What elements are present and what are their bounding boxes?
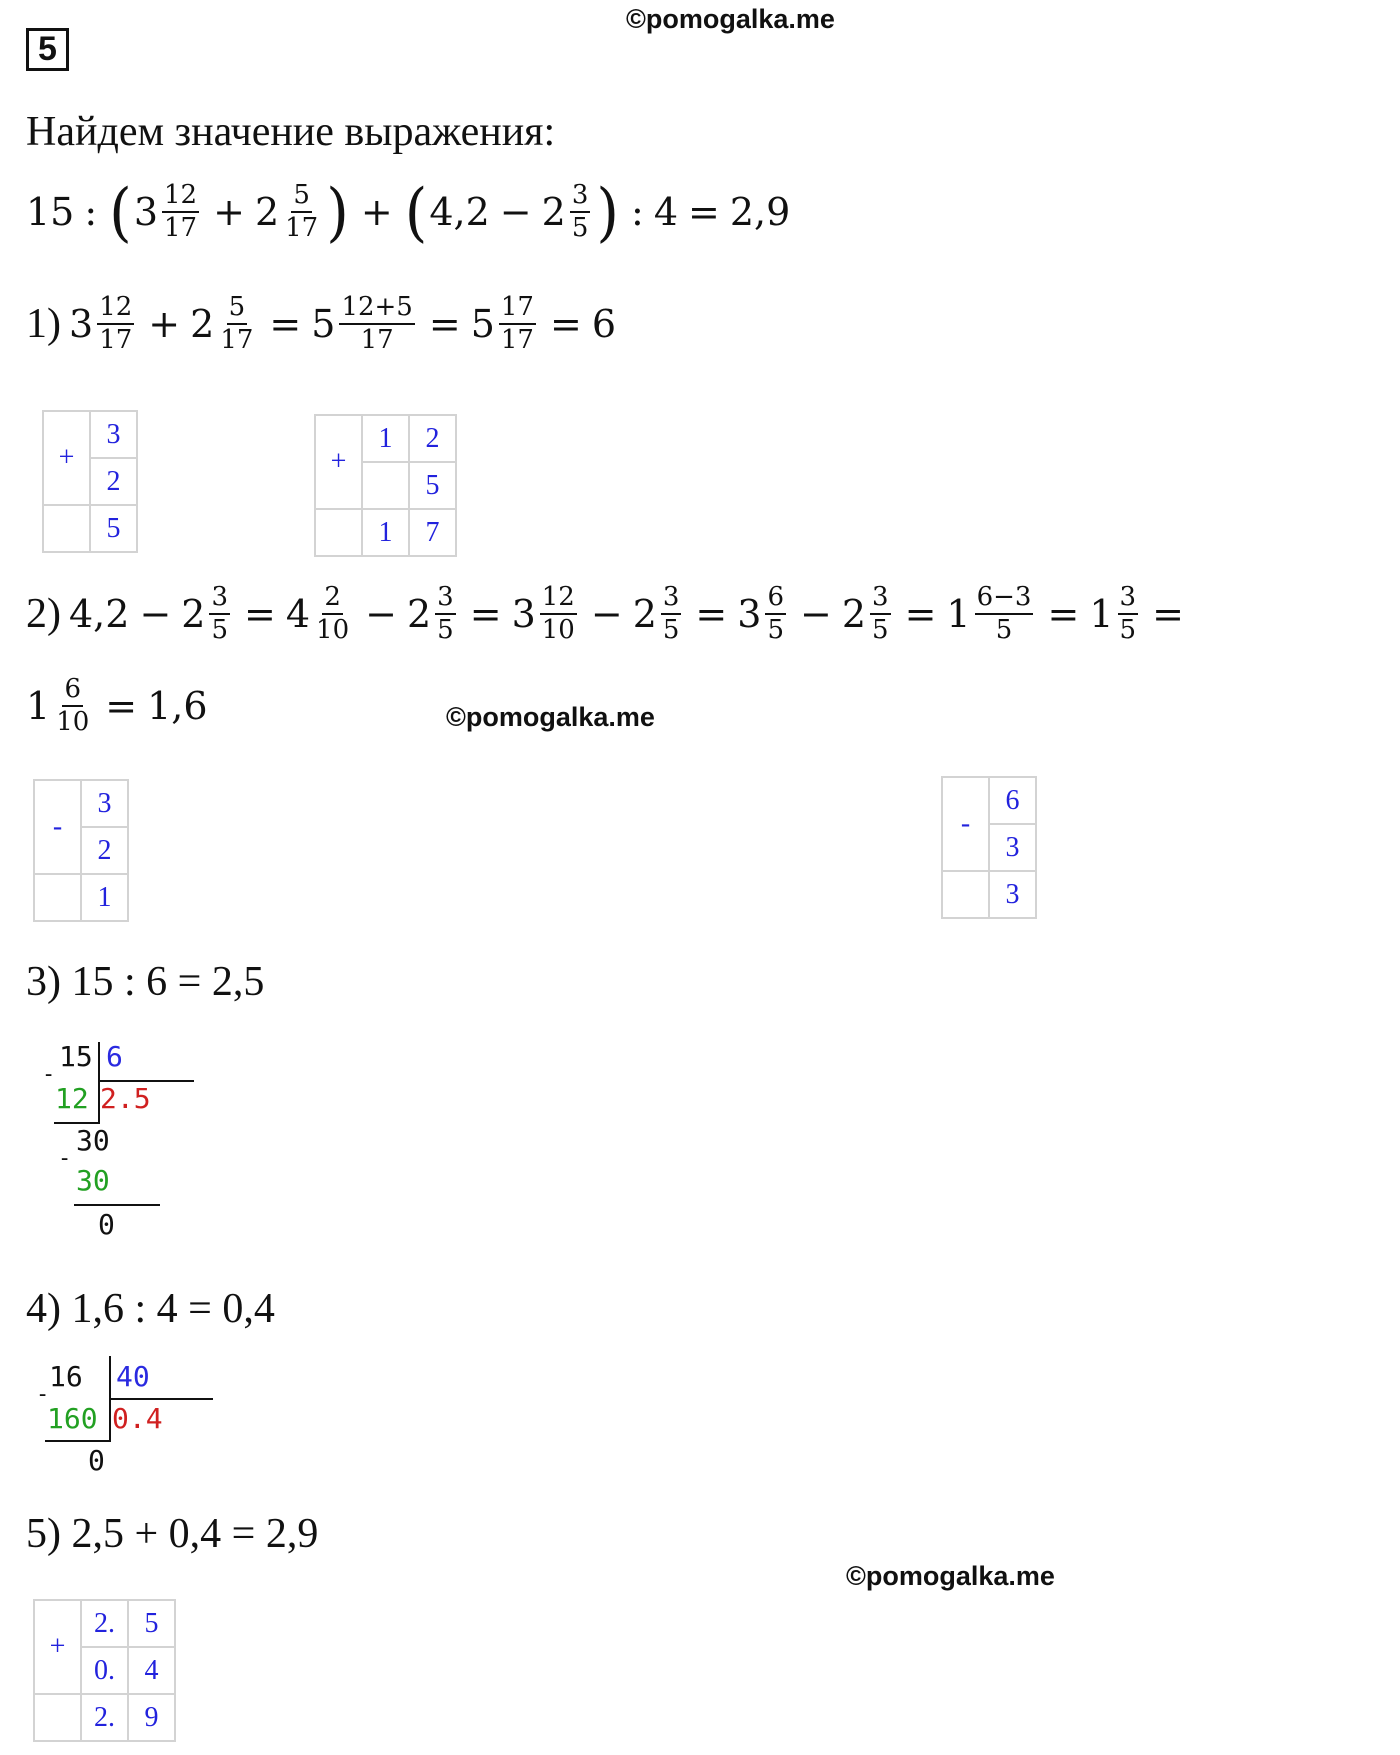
fraction: $\frac{3}{5}$: [571, 180, 589, 244]
digit: 7: [409, 509, 456, 556]
op-minus: −: [139, 592, 172, 637]
op-minus: −: [499, 190, 532, 235]
result: 1,6: [147, 684, 208, 729]
step2-column-subtraction-numerators: [941, 776, 1037, 919]
op-sign: -: [942, 777, 989, 871]
fraction: $\frac{12+5}{17}$: [341, 292, 413, 356]
minus-sign: -: [36, 1382, 50, 1407]
whole: 1: [1089, 592, 1114, 637]
minus-sign: -: [58, 1146, 72, 1171]
op-div: :: [84, 190, 98, 235]
whole: 2: [632, 592, 657, 637]
step3-long-division: [38, 1040, 168, 1240]
op-eq: =: [688, 190, 720, 235]
digit: 3: [90, 411, 137, 458]
whole: 3: [133, 190, 158, 235]
digit: 3: [81, 780, 128, 827]
step-label: 1): [26, 301, 61, 348]
digit: 3: [989, 871, 1036, 918]
empty-cell: [43, 505, 90, 552]
fraction: $\frac{3}{5}$: [1119, 582, 1137, 646]
subtrahend: 160: [47, 1402, 98, 1435]
op-minus: −: [590, 592, 623, 637]
division-bracket-horizontal: [109, 1398, 213, 1400]
watermark-top: ©pomogalka.me: [626, 4, 835, 34]
step2-equation-line2: [26, 676, 208, 737]
subtrahend: 30: [76, 1164, 110, 1197]
empty-cell: [34, 1694, 81, 1741]
fraction: $\frac{6-3}{5}$: [976, 582, 1032, 646]
step1-column-addition-wholes: [42, 410, 138, 553]
op-eq: =: [469, 592, 502, 637]
watermark-bottom: ©pomogalka.me: [846, 1561, 1055, 1591]
step2-column-subtraction-wholes: [33, 779, 129, 922]
digit: 2: [81, 827, 128, 874]
quotient: 0.4: [112, 1402, 163, 1435]
divisor: 40: [116, 1360, 150, 1393]
op-div: :: [631, 190, 644, 235]
digit: 1: [362, 415, 409, 462]
step4-long-division: [36, 1360, 196, 1490]
op-plus: +: [148, 302, 181, 347]
dividend: 15: [59, 1040, 93, 1073]
digit: 1: [81, 874, 128, 921]
dividend: 16: [49, 1360, 83, 1393]
digit: 6: [989, 777, 1036, 824]
remainder: 30: [76, 1124, 110, 1157]
fraction: $\frac{6}{10}$: [56, 674, 90, 738]
fraction: $\frac{5}{17}$: [220, 292, 254, 356]
step1-column-addition-numerators: [314, 414, 457, 557]
fraction: $\frac{6}{5}$: [767, 582, 784, 646]
whole: 4: [285, 592, 311, 637]
subtraction-line: [74, 1204, 160, 1206]
op-eq: =: [904, 592, 937, 637]
op-plus: +: [360, 190, 393, 235]
step3-equation: [26, 958, 264, 1006]
whole: 2: [181, 592, 206, 637]
digit: 1: [362, 509, 409, 556]
op-eq: =: [269, 302, 302, 347]
digit: 2.: [81, 1694, 128, 1741]
watermark-middle: ©pomogalka.me: [446, 702, 655, 732]
quotient: 2.5: [100, 1082, 151, 1115]
op-eq: =: [1152, 592, 1184, 637]
subtraction-line: [45, 1440, 111, 1442]
step-label: 2): [26, 591, 61, 638]
fraction: $\frac{12}{17}$: [99, 292, 133, 356]
paren-open: (: [109, 174, 132, 250]
digit: 5: [409, 462, 456, 509]
op-sign: +: [43, 411, 90, 505]
whole: 5: [311, 302, 336, 347]
op-eq: =: [244, 592, 276, 637]
op-eq: =: [695, 592, 728, 637]
minus-sign: -: [42, 1062, 56, 1087]
op-eq: =: [549, 302, 582, 347]
op-minus: −: [800, 592, 832, 637]
op-sign: +: [315, 415, 362, 509]
term-15: 15: [26, 190, 75, 235]
digit: 2.: [81, 1600, 128, 1647]
fraction: $\frac{12}{10}$: [541, 582, 575, 646]
op-eq: =: [105, 684, 138, 729]
fraction: $\frac{3}{5}$: [211, 582, 229, 646]
op-eq: =: [1047, 592, 1080, 637]
main-expression: [26, 174, 791, 250]
op-plus: +: [213, 190, 245, 235]
remainder: 0: [88, 1444, 105, 1477]
step1-equation: [26, 294, 616, 355]
whole: 1: [946, 592, 971, 637]
whole: 3: [737, 592, 762, 637]
digit: [362, 462, 409, 509]
fraction: $\frac{2}{10}$: [316, 582, 350, 646]
paren-close: ): [596, 174, 619, 250]
fraction: $\frac{3}{5}$: [872, 582, 889, 646]
digit: 4: [128, 1647, 175, 1694]
paren-close: ): [326, 174, 349, 250]
term: 4,2: [429, 190, 490, 235]
step5-text: 5) 2,5 + 0,4 = 2,9: [26, 1511, 319, 1557]
subtrahend: 12: [55, 1082, 89, 1115]
result: 6: [591, 302, 617, 347]
whole: 2: [254, 190, 280, 235]
paren-open: (: [404, 174, 428, 250]
intro-text: Найдем значение выражения:: [26, 109, 556, 155]
step2-equation-line1: [26, 584, 1194, 645]
digit: 5: [128, 1600, 175, 1647]
whole: 3: [69, 302, 94, 347]
empty-cell: [34, 874, 81, 921]
empty-cell: [942, 871, 989, 918]
step5-equation: [26, 1510, 318, 1558]
step5-column-addition: [33, 1599, 176, 1742]
fraction: $\frac{3}{5}$: [662, 582, 680, 646]
step4-equation: [26, 1285, 275, 1333]
fraction: $\frac{17}{17}$: [500, 292, 534, 356]
whole: 2: [541, 190, 566, 235]
whole: 2: [841, 592, 867, 637]
step3-text: 3) 15 : 6 = 2,5: [26, 959, 265, 1005]
term: 4,2: [69, 592, 130, 637]
op-eq: =: [428, 302, 461, 347]
digit: 2: [90, 458, 137, 505]
digit: 0.: [81, 1647, 128, 1694]
whole: 5: [470, 302, 495, 347]
fraction: $\frac{5}{17}$: [285, 180, 319, 244]
op-sign: -: [34, 780, 81, 874]
digit: 2: [409, 415, 456, 462]
divisor: 6: [106, 1040, 123, 1073]
digit: 3: [989, 824, 1036, 871]
op-sign: +: [34, 1600, 81, 1694]
whole: 2: [190, 302, 215, 347]
result: 2,9: [729, 190, 791, 235]
empty-cell: [315, 509, 362, 556]
remainder: 0: [98, 1208, 115, 1241]
term: 4: [653, 190, 678, 235]
fraction: $\frac{3}{5}$: [437, 582, 454, 646]
digit: 9: [128, 1694, 175, 1741]
fraction: $\frac{12}{17}$: [164, 180, 198, 244]
whole: 2: [406, 592, 432, 637]
step4-text: 4) 1,6 : 4 = 0,4: [26, 1286, 275, 1332]
whole: 1: [26, 684, 51, 729]
digit: 5: [90, 505, 137, 552]
task-number: 5: [26, 28, 69, 71]
op-minus: −: [365, 592, 397, 637]
whole: 3: [511, 592, 536, 637]
